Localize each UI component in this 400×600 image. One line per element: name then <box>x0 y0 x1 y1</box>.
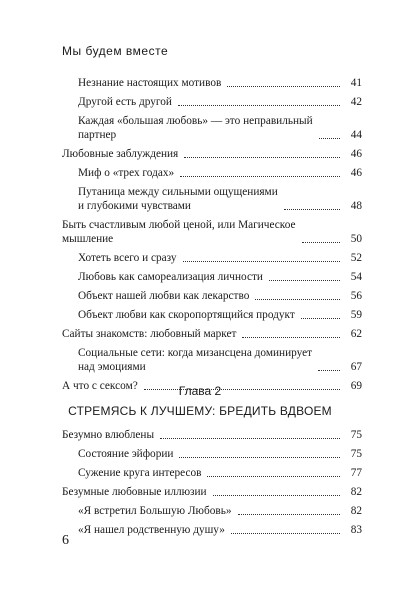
toc-entry-page: 69 <box>350 380 362 392</box>
dot-leader <box>284 209 340 210</box>
dot-leader <box>213 495 340 496</box>
toc-entry <box>62 270 362 284</box>
chapter-title: СТРЕМЯСЬ К ЛУЧШЕМУ: БРЕДИТЬ ВДВОЕМ <box>68 404 332 418</box>
toc-entry <box>62 327 362 341</box>
toc-entry-page: 46 <box>350 148 362 160</box>
toc-entry <box>62 76 362 90</box>
page-number: 6 <box>62 533 69 548</box>
toc-entry-title: Объект любви как скоропортящийся продукт <box>78 309 295 321</box>
toc-entry <box>62 485 362 499</box>
toc-entry-page: 77 <box>350 467 362 479</box>
toc-entry-page: 46 <box>350 167 362 179</box>
toc-entry <box>62 289 362 303</box>
toc-entry <box>62 95 362 109</box>
toc-entry-title: Безумные любовные иллюзии <box>62 486 207 498</box>
toc-entry-page: 62 <box>350 328 362 340</box>
toc-entry-title: и глубокими чувствами <box>78 200 191 212</box>
toc-entry-title: Незнание настоящих мотивов <box>78 77 222 89</box>
toc-entry-title: Быть счастливым любой ценой, или Магическое <box>62 219 296 231</box>
toc-entry <box>62 523 362 537</box>
toc-entry-title: Безумно влюблены <box>62 429 155 441</box>
toc-entry-page: 67 <box>350 361 362 373</box>
toc-entry-title: Хотеть всего и сразу <box>78 252 177 264</box>
dot-leader <box>178 105 340 106</box>
toc-entry <box>62 346 362 374</box>
dot-leader <box>227 86 340 87</box>
toc-entry-title: партнер <box>78 129 117 141</box>
dot-leader <box>238 514 341 515</box>
toc-entry-title: «Я нашел родственную душу» <box>78 524 225 536</box>
toc-entry <box>62 466 362 480</box>
toc-entry-title: А что с сексом? <box>62 380 138 392</box>
toc-entry-title: Сайты знакомств: любовный маркет <box>62 328 237 340</box>
toc-entry-page: 44 <box>350 129 362 141</box>
toc-entry-page: 41 <box>350 77 362 89</box>
dot-leader <box>184 157 340 158</box>
toc-entry <box>62 504 362 518</box>
dot-leader <box>318 370 340 371</box>
dot-leader <box>180 176 340 177</box>
toc-entry-page: 82 <box>350 505 362 517</box>
toc-entry-title: Другой есть другой <box>78 96 172 108</box>
toc-entry-page: 42 <box>350 96 362 108</box>
toc-entry-page: 52 <box>350 252 362 264</box>
toc-entry-page: 75 <box>350 429 362 441</box>
toc-entry-title: Сужение круга интересов <box>78 467 202 479</box>
toc-entry-page: 54 <box>350 271 362 283</box>
toc-entry-page: 48 <box>350 200 362 212</box>
toc-entry-title: Объект нашей любви как лекарство <box>78 290 250 302</box>
table-of-contents <box>62 76 362 398</box>
running-header: Мы будем вместе <box>62 44 169 58</box>
toc-entry-title: Состояние эйфории <box>78 448 174 460</box>
dot-leader <box>269 280 340 281</box>
toc-entry-page: 82 <box>350 486 362 498</box>
toc-entry-title: Социальные сети: когда мизансцена доминирует <box>78 347 313 359</box>
toc-entry-title: мышление <box>62 233 114 245</box>
toc-entry-title: Любовные заблуждения <box>62 148 179 160</box>
toc-entry-title: над эмоциями <box>78 361 146 373</box>
dot-leader <box>183 261 341 262</box>
dot-leader <box>160 438 340 439</box>
toc-entry-title: Миф о «трех годах» <box>78 167 175 179</box>
dot-leader <box>255 299 340 300</box>
toc-entry-page: 50 <box>350 233 362 245</box>
toc-entry-title: Каждая «большая любовь» — это неправильный <box>78 115 313 127</box>
toc-entry-page: 75 <box>350 448 362 460</box>
toc-entry <box>62 185 362 213</box>
toc-entry <box>62 147 362 161</box>
toc-entry-page: 83 <box>350 524 362 536</box>
chapter-number: Глава 2 <box>178 384 222 398</box>
toc-entry-page: 59 <box>350 309 362 321</box>
toc-entry <box>62 308 362 322</box>
dot-leader <box>319 138 340 139</box>
table-of-contents-chapter-2 <box>62 428 362 542</box>
toc-entry <box>62 166 362 180</box>
dot-leader <box>301 318 340 319</box>
toc-entry <box>62 447 362 461</box>
toc-entry <box>62 251 362 265</box>
dot-leader <box>179 457 340 458</box>
toc-entry <box>62 428 362 442</box>
dot-leader <box>231 533 340 534</box>
toc-entry <box>62 218 362 246</box>
toc-entry-title: Любовь как самореализация личности <box>78 271 263 283</box>
toc-entry <box>62 114 362 142</box>
toc-entry-title: «Я встретил Большую Любовь» <box>78 505 232 517</box>
toc-entry-title: Путаница между сильными ощущениями <box>78 186 278 198</box>
toc-entry-page: 56 <box>350 290 362 302</box>
dot-leader <box>302 242 340 243</box>
dot-leader <box>242 337 340 338</box>
dot-leader <box>207 476 340 477</box>
